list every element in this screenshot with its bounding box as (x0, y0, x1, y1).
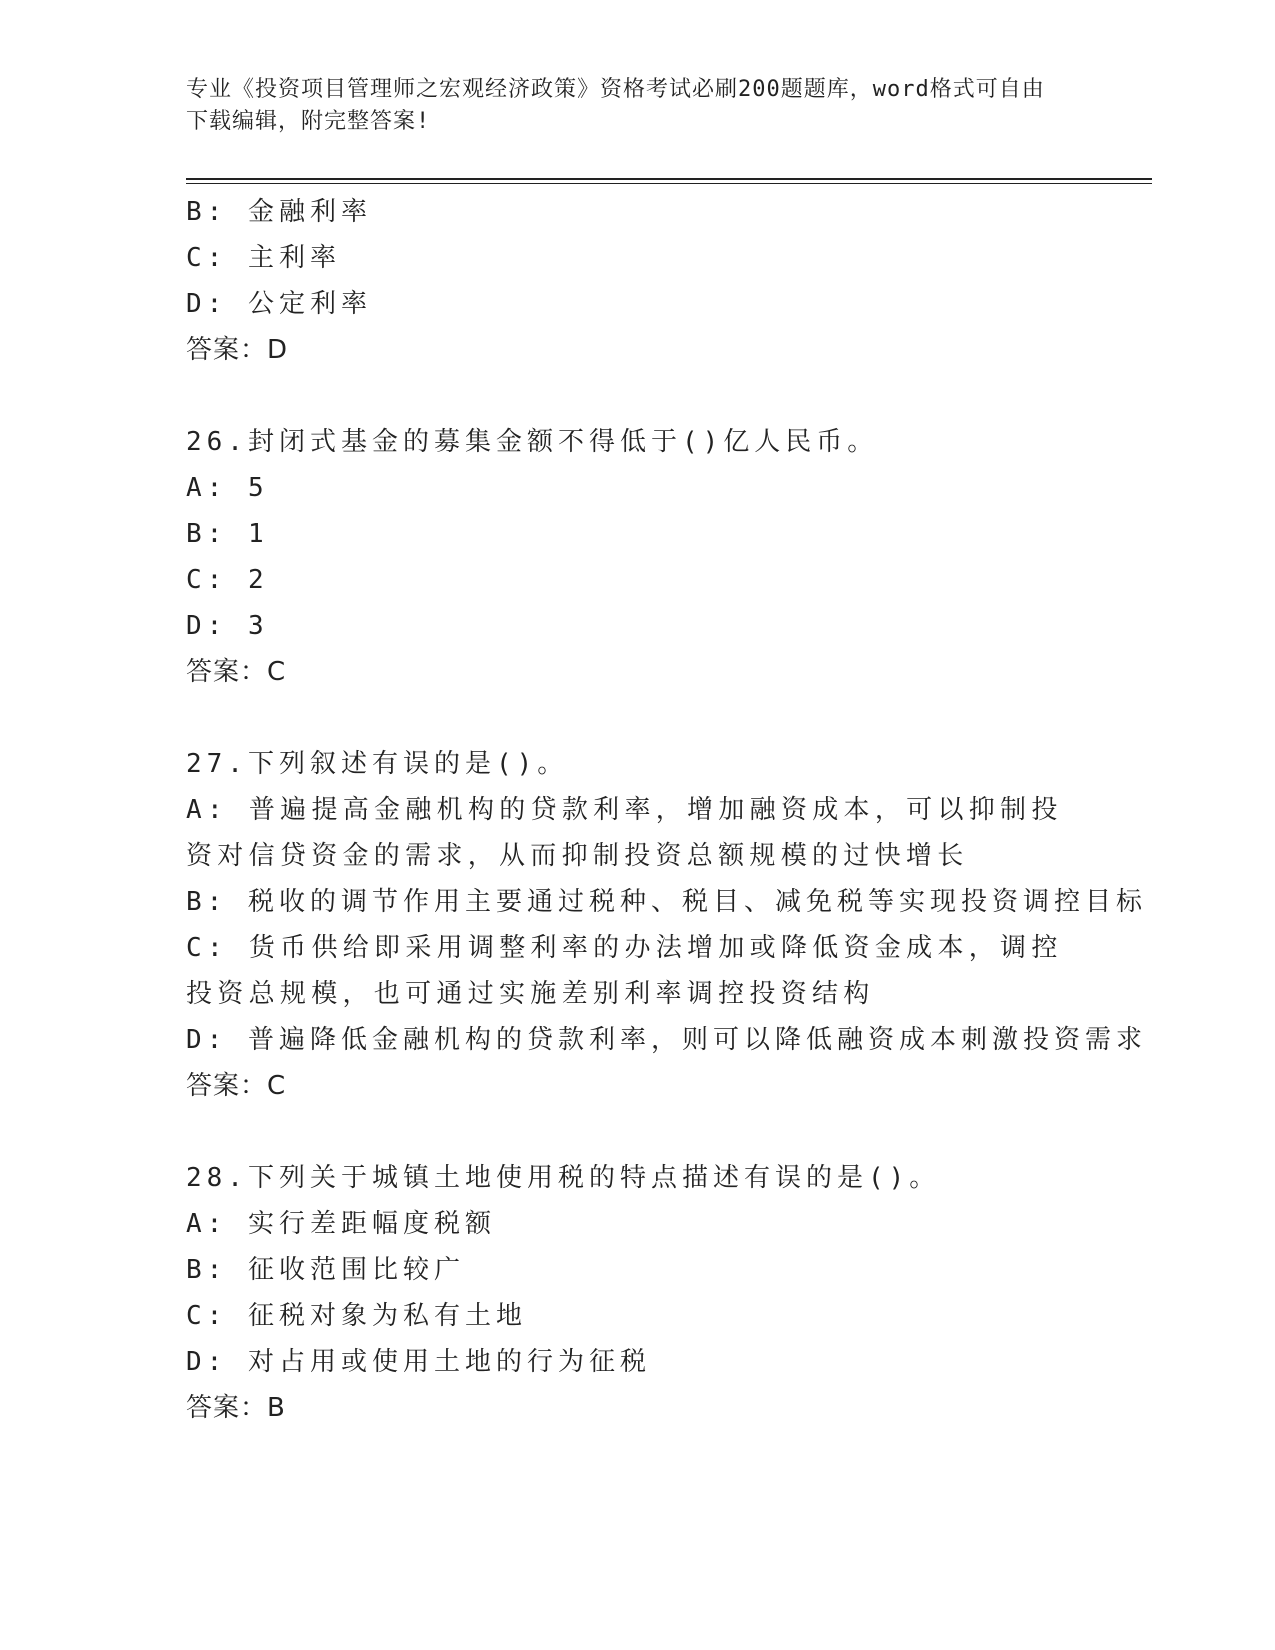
option-c: C: 2 (186, 565, 269, 595)
spacer (186, 373, 1086, 419)
spacer (186, 695, 1086, 741)
option-d: D: 3 (186, 611, 269, 641)
option-d: D: 公定利率 (186, 289, 372, 319)
question-28 (186, 1155, 1086, 1431)
option-a: A: 实行差距幅度税额 (186, 1209, 496, 1239)
option-b: B: 征收范围比较广 (186, 1255, 465, 1285)
option-c: C: 征税对象为私有土地 (186, 1301, 527, 1331)
option-b: B: 1 (186, 519, 269, 549)
header-rule-thin (186, 183, 1152, 184)
question-26 (186, 419, 1086, 695)
option-a: A: 5 (186, 473, 269, 503)
option-c: C: 主利率 (186, 243, 341, 273)
header-rule-thick (186, 178, 1152, 180)
question-stem: 27.下列叙述有误的是()。 (186, 749, 569, 779)
question-stem: 26.封闭式基金的募集金额不得低于()亿人民币。 (186, 427, 879, 457)
option-d: D: 普遍降低金融机构的贷款利率，则可以降低融资成本刺激投资需求 (186, 1025, 1147, 1055)
option-a: A: 普遍提高金融机构的贷款利率，增加融资成本，可以抑制投资对信贷资金的需求，从而抑制投资总额规模的过快增长 (186, 795, 1063, 871)
spacer (186, 1109, 1086, 1155)
question-content (186, 189, 1147, 1431)
option-d: D: 对占用或使用土地的行为征税 (186, 1347, 651, 1377)
option-b: B: 金融利率 (186, 197, 372, 227)
answer-line: 答案：C (186, 1071, 287, 1101)
previous-question-block (186, 189, 1086, 373)
question-stem: 28.下列关于城镇土地使用税的特点描述有误的是()。 (186, 1163, 941, 1193)
answer-line: 答案：B (186, 1393, 286, 1423)
answer-line: 答案：D (186, 335, 289, 365)
option-c: C: 货币供给即采用调整利率的办法增加或降低资金成本，调控投资总规模，也可通过实施差别利率调控投资结构 (186, 933, 1063, 1009)
option-b: B: 税收的调节作用主要通过税种、税目、减免税等实现投资调控目标 (186, 887, 1147, 917)
document-header: 专业《投资项目管理师之宏观经济政策》资格考试必刷200题题库，word格式可自由下载编辑，附完整答案! (186, 77, 1045, 134)
answer-line: 答案：C (186, 657, 287, 687)
question-27 (186, 741, 1147, 1109)
